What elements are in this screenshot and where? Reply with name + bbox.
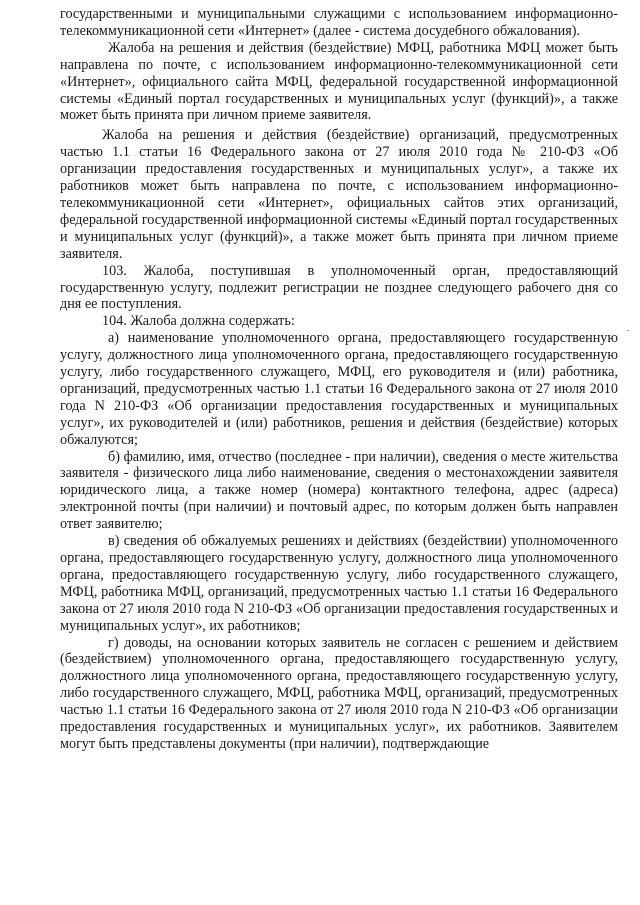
paragraph-organizations-complaint: Жалоба на решения и действия (бездействие) организаций, предусмотренных частью 1.1 статьи 16 Федерального закона от 27 июля 2010 года № 210-ФЗ «Об организации предоставления государственных и муниципальных услуг», а также их работников может быть направлена по почте, с использованием информационно-телекоммуникационной сети «Интернет», официальных сайтов этих организаций, федеральной государственной информационной системы «Единый портал государственных и муниципальных услуг (функций)», а также может быть принята при личном приеме заявителя. [60, 127, 618, 262]
list-item-a: а) наименование уполномоченного органа, предоставляющего государственную услугу, должностного лица уполномоченного органа, предоставляющего государственную услугу, либо государственного служащего, МФЦ, его руководителя и (или) работника, организаций, предусмотренных частью 1.1 статьи 16 Федерального закона от 27 июля 2010 года N 210-ФЗ «Об организации предоставления государственных и муниципальных услуг», их руководителей и (или) работников, решения и действия (бездействие) которых обжалуются; [60, 330, 618, 448]
list-item-v: в) сведения об обжалуемых решениях и действиях (бездействии) уполномоченного органа, предоставляющего государственную услугу, должностного лица уполномоченного органа, предоставляющего государственную услугу, либо государственного служащего, МФЦ, работника МФЦ, организаций, предусмотренных частью 1.1 статьи 16 Федерального закона от 27 июля 2010 года N 210-ФЗ «Об организации предоставления государственных и муниципальных услуг», их работников; [60, 533, 618, 634]
list-item-g: г) доводы, на основании которых заявитель не согласен с решением и действием (бездействием) уполномоченного органа, предоставляющего государственную услугу, должностного лица уполномоченного органа, предоставляющего государственную услугу, либо государственного служащего, МФЦ, работника МФЦ, организаций, предусмотренных частью 1.1 статьи 16 Федерального закона от 27 июля 2010 года N 210-ФЗ «Об организации предоставления государственных и муниципальных услуг», их работников. Заявителем могут быть представлены документы (при наличии), подтверждающие [60, 634, 618, 752]
paragraph-mfc-complaint: Жалоба на решения и действия (бездействие) МФЦ, работника МФЦ может быть направлена по почте, с использованием информационно-телекоммуникационной сети «Интернет», официального сайта МФЦ, федеральной государственной информационной системы «Единый портал государственных и муниципальных услуг (функций)», а также может быть принята при личном приеме заявителя. [60, 39, 618, 124]
paragraph-103-registration: 103. Жалоба, поступившая в уполномоченный орган, предоставляющий государственную услугу, подлежит регистрации не позднее следующего рабочего дня со дня ее поступления. [60, 262, 618, 313]
paragraph-continuation: государственными и муниципальными служащими с использованием информационно-телекоммуникационной сети «Интернет» (далее - система досудебного обжалования). [60, 6, 618, 39]
scan-speck [627, 330, 629, 331]
paragraph-104-contents: 104. Жалоба должна содержать: [102, 313, 295, 330]
document-body [60, 6, 618, 753]
list-item-b: б) фамилию, имя, отчество (последнее - при наличии), сведения о месте жительства заявителя - физического лица либо наименование, сведения о местонахождении заявителя юридического лица, а также номер (номера) контактного телефона, адрес (адреса) электронной почты (при наличии) и почтовый адрес, по которым должен быть направлен ответ заявителю; [60, 448, 618, 533]
